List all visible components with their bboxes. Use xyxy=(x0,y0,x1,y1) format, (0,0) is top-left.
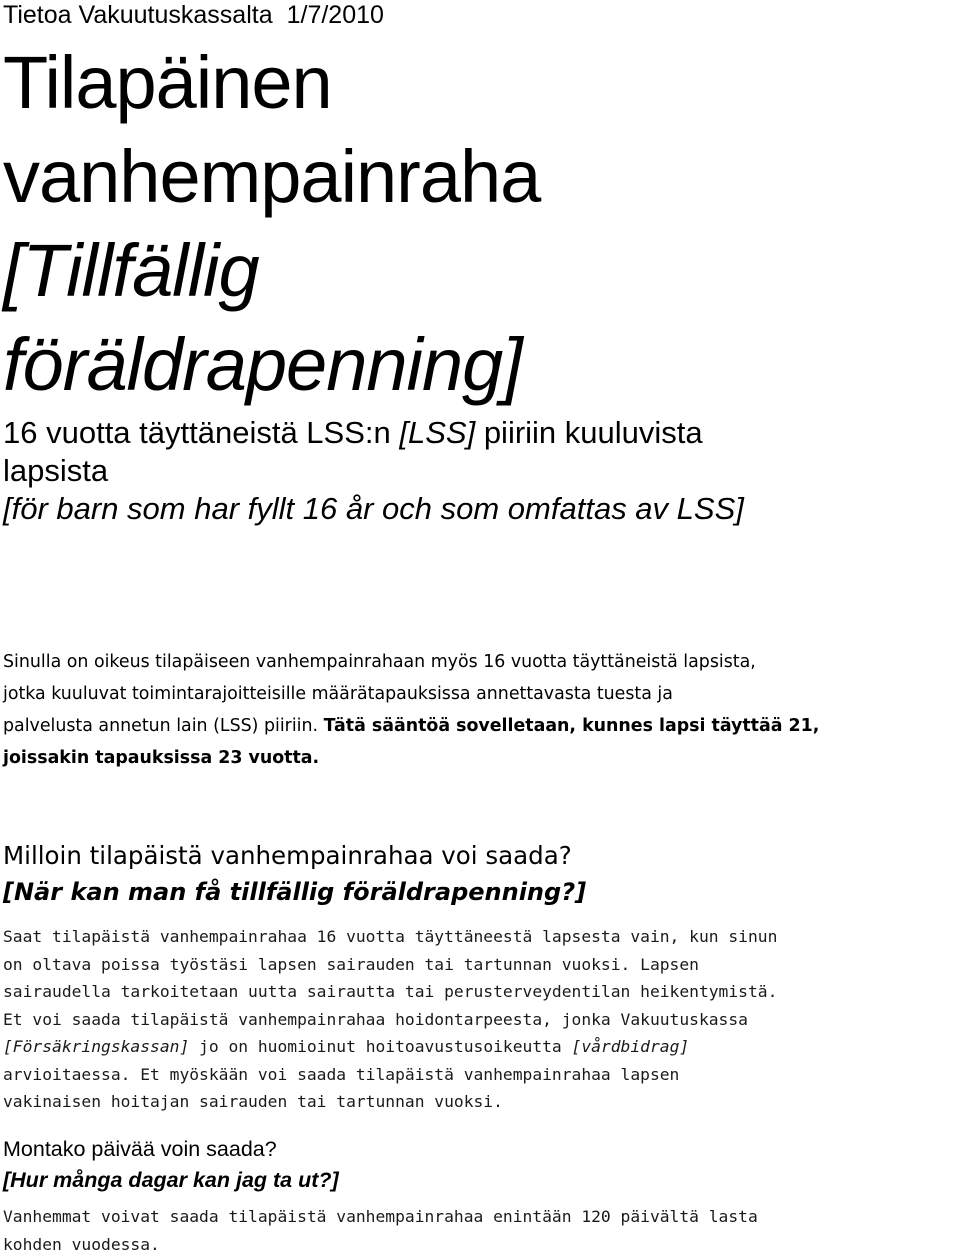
section1-heading-sv: [När kan man få tillfällig föräldrapenning?] xyxy=(3,874,586,910)
section1-line-3: sairaudella tarkoitetaan uutta sairautta tai perusterveydentilan heikentymistä. xyxy=(3,978,777,1006)
subtitle-line-3: [för barn som har fyllt 16 år och som omfattas av LSS] xyxy=(3,490,744,528)
intro-line-2: jotka kuuluvat toimintarajoitteisille määrätapauksissa annettavasta tuesta ja xyxy=(3,678,958,710)
subtitle-sv-lss: [LSS] xyxy=(399,415,475,450)
title-fi-line-1: Tilapäinen xyxy=(3,36,540,130)
title-sv-line-1: [Tillfällig xyxy=(3,224,540,318)
title-sv-line-2: föräldrapenning] xyxy=(3,318,540,412)
section1-line-5-text: jo on huomioinut hoitoavustusoikeutta xyxy=(189,1037,571,1056)
section1-line-1: Saat tilapäistä vanhempainrahaa 16 vuotta täyttäneestä lapsesta vain, kun sinun xyxy=(3,923,777,951)
intro-line-3-regular: palvelusta annetun lain (LSS) piiriin. xyxy=(3,716,324,736)
page-subtitle xyxy=(3,414,744,528)
section-heading-when xyxy=(3,838,586,910)
subtitle-line-1 xyxy=(3,414,744,452)
header-source: Tietoa Vakuutuskassalta xyxy=(3,1,273,29)
section1-line-5 xyxy=(3,1033,777,1061)
intro-line-4: joissakin tapauksissa 23 vuotta. xyxy=(3,742,958,774)
section1-paragraph xyxy=(3,923,777,1116)
section2-line-2: kohden vuodessa. xyxy=(3,1231,758,1258)
intro-line-3 xyxy=(3,710,958,742)
intro-line-3-bold: Tätä sääntöä sovelletaan, kunnes lapsi täyttää 21, xyxy=(324,716,820,736)
intro-line-1: Sinulla on oikeus tilapäiseen vanhempainrahaan myös 16 vuotta täyttäneistä lapsista, xyxy=(3,646,958,678)
title-fi-line-2: vanhempainraha xyxy=(3,130,540,224)
section-heading-how-many xyxy=(3,1134,339,1196)
section1-line-2: on oltava poissa työstäsi lapsen sairauden tai tartunnan vuoksi. Lapsen xyxy=(3,951,777,979)
section2-line-1: Vanhemmat voivat saada tilapäistä vanhempainrahaa enintään 120 päivältä lasta xyxy=(3,1203,758,1231)
page-title xyxy=(3,36,540,412)
subtitle-fi-part-2: piiriin kuuluvista xyxy=(475,415,702,450)
section1-line-6: arvioitaessa. Et myöskään voi saada tilapäistä vanhempainrahaa lapsen xyxy=(3,1061,777,1089)
intro-paragraph xyxy=(3,646,958,774)
section2-heading-sv: [Hur många dagar kan jag ta ut?] xyxy=(3,1165,339,1196)
section2-heading-fi: Montako päivää voin saada? xyxy=(3,1134,339,1165)
section2-paragraph xyxy=(3,1203,758,1258)
section1-sv-forsakringskassan: [Försäkringskassan] xyxy=(3,1037,189,1056)
section1-sv-vardbidrag: [vårdbidrag] xyxy=(572,1037,690,1056)
section1-line-4: Et voi saada tilapäistä vanhempainrahaa hoidontarpeesta, jonka Vakuutuskassa xyxy=(3,1006,777,1034)
section1-heading-fi: Milloin tilapäistä vanhempainrahaa voi saada? xyxy=(3,838,586,874)
document-header xyxy=(3,0,384,30)
subtitle-fi-part: 16 vuotta täyttäneistä LSS:n xyxy=(3,415,399,450)
section1-line-7: vakinaisen hoitajan sairauden tai tartunnan vuoksi. xyxy=(3,1088,777,1116)
subtitle-line-2: lapsista xyxy=(3,452,744,490)
header-date: 1/7/2010 xyxy=(287,1,384,29)
